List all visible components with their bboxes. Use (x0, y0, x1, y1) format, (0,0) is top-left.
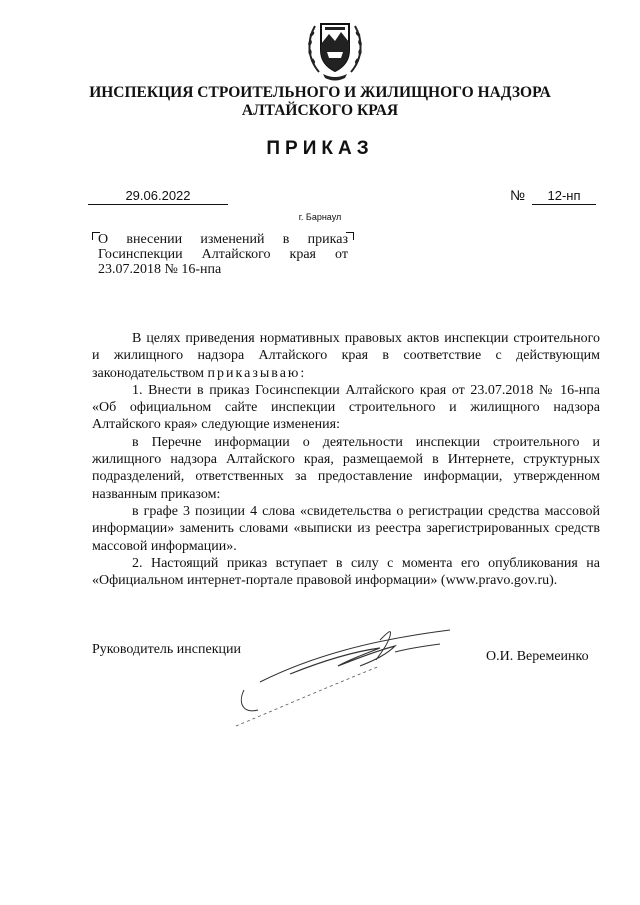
city: г. Барнаул (298, 212, 342, 222)
body-paragraph-change: в графе 3 позиции 4 слова «свидетельства о регистрации средства массовой информации» заменить словами «выписки из реестра зарегистрированных средств массовой информации». (92, 503, 600, 554)
organization-name-line2: АЛТАЙСКОГО КРАЯ (241, 102, 399, 119)
order-subject (98, 232, 348, 277)
document-type-title: ПРИКАЗ (266, 138, 374, 159)
preamble-text: В целях приведения нормативных правовых актов инспекции строительного и жилищного надзора Алтайского края в соответствие с действующим законодательством (92, 331, 600, 381)
order-body (92, 330, 600, 589)
subject-line2: Госинспекции Алтайского края от (98, 247, 348, 262)
body-paragraph-preamble (92, 330, 600, 382)
coat-of-arms-icon (303, 14, 367, 84)
handwritten-signature (230, 622, 460, 732)
organization-name (60, 84, 580, 120)
preamble-order-word: приказываю (207, 365, 301, 381)
signatory-role: Руководитель инспекции (92, 642, 241, 657)
body-paragraph-list-intro: в Перечне информации о деятельности инспекции строительного и жилищного надзора Алтайского края, размещаемой в Интернете, структурных подразделений, ответственных за предоставление информации, утвержденном названным приказом: (92, 434, 600, 502)
preamble-colon: : (300, 365, 305, 381)
organization-name-line1: ИНСПЕКЦИЯ СТРОИТЕЛЬНОГО И ЖИЛИЩНОГО НАДЗОРА (89, 84, 551, 101)
order-number: 12-нп (532, 188, 596, 205)
subject-line1: О внесении изменений в приказ (98, 232, 348, 247)
body-paragraph-item1: 1. Внести в приказ Госинспекции Алтайского края от 23.07.2018 № 16-нпа «Об официальном сайте инспекции строительного и жилищного надзора Алтайского края» следующие изменения: (92, 382, 600, 433)
body-paragraph-item2: 2. Настоящий приказ вступает в силу с момента его опубликования на «Официальном интернет-портале правовой информации» (www.pravo.gov.ru). (92, 555, 600, 589)
signatory-name: О.И. Веремеинко (486, 649, 589, 664)
subject-line3: 23.07.2018 № 16-нпа (98, 262, 222, 277)
order-date: 29.06.2022 (88, 188, 228, 205)
order-number-label: № (510, 187, 526, 203)
